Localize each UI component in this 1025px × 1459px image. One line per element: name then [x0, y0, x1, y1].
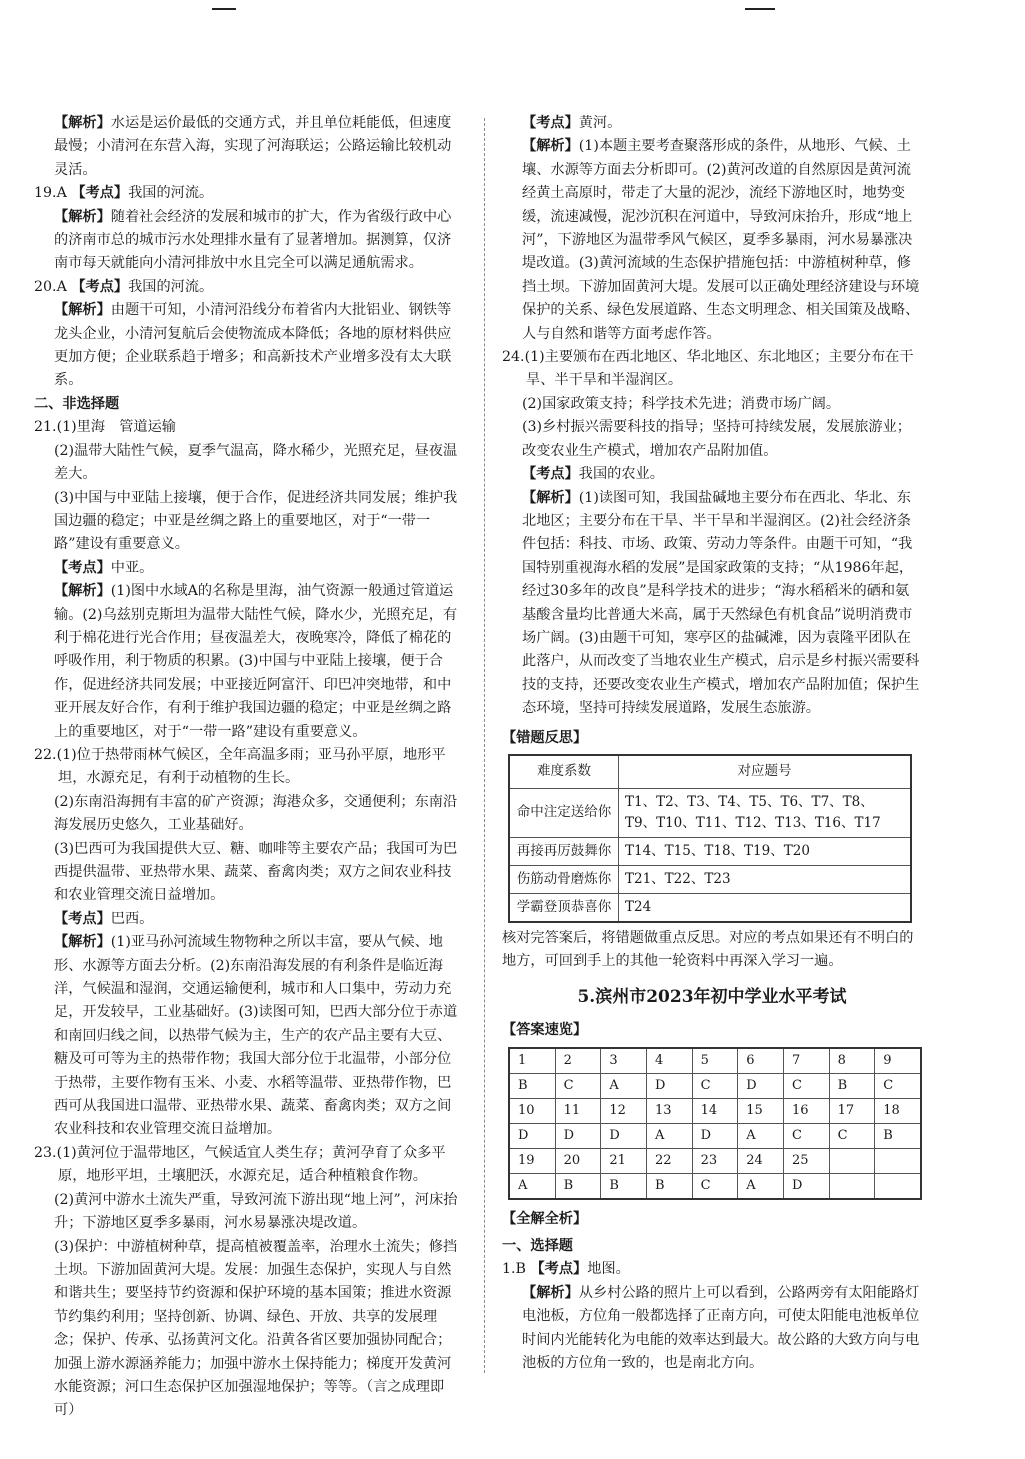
table-row — [509, 865, 911, 893]
column-divider — [484, 118, 485, 1373]
section-heading-nonchoice: 二、非选择题 — [34, 395, 120, 412]
answer-cell: 12 — [601, 1098, 647, 1123]
q23-part1: 23.(1)黄河位于温带地区，气候适宜人类生存；黄河孕育了众多平原，地形平坦，土壤肥沃，水源充足，适合种植粮食作物。 — [34, 1144, 446, 1185]
table-row — [509, 893, 911, 922]
table-row — [509, 1073, 921, 1098]
right-column — [502, 112, 922, 1375]
reflection-header-questions: 对应题号 — [619, 755, 912, 789]
answer-cell: 13 — [646, 1098, 692, 1123]
answer-cell: B — [601, 1173, 647, 1199]
q23-part3: (3)保护：中游植树种草，提高植被覆盖率，治理水土流失；修挡土坝。下游加固黄河大堤。发展：加强生态保护，实现人与自然和谐共生；要坚持节约资源和保护环境的基本国策；推进水资源节约集约利用；坚持创新、协调、绿色、开放、共享的发展理念；保护、传承、弘扬黄河文化。沿黄各省区要加强协同配合；加强上游水源涵养能力；加强中游水土保持能力；梯度开发黄河水能资源；河口生态保护区加强湿地保护；等等。（言之成理即可） — [54, 1238, 458, 1419]
table-row — [509, 1148, 921, 1173]
answer-cell: 8 — [829, 1048, 875, 1074]
table-row — [509, 788, 911, 837]
question-list: T1、T2、T3、T4、T5、T6、T7、T8、T9、T10、T11、T12、T13、T16、T17 — [619, 788, 912, 837]
answer-cell: C — [875, 1073, 921, 1098]
q19-analysis: 【解析】随着社会经济的发展和城市的扩大，作为省级行政中心的济南市总的城市污水处理排水量有了显著增加。据测算，仅济南市每天就能向小清河排放中水且完全可以满足通航需求。 — [54, 208, 452, 272]
answer-cell: B — [829, 1073, 875, 1098]
q22-part2: (2)东南沿海拥有丰富的矿产资源；海港众多，交通便利；东南沿海发展历史悠久，工业基础好。 — [54, 793, 458, 834]
answer-cell: 24 — [738, 1148, 784, 1173]
full-analysis-title: 【全解全析】 — [502, 1210, 588, 1227]
answer-cell: 11 — [555, 1098, 601, 1123]
q20-answer: 20.A 【考点】我国的河流。 — [34, 278, 214, 295]
q22-analysis: 【解析】(1)亚马孙河流域生物物种之所以丰富，要从气候、地形、水源等方面去分析。(2)东南沿海发展的有利条件是临近海洋，气候温和湿润，交通运输便利，城市和人口集中，劳动力充足，开发较早，工业基础好。(3)读图可知，巴西大部分位于赤道和南回归线之间，以热带气候为主，生产的农产品主要有大豆、糖及可可等为主的热带作物；我国大部分位于北温带，小部分位于热带，主要作物有玉米、小麦、水稻等温带、亚热带作物，巴西可从我国进口温带、亚热带水果、蔬菜、畜禽肉类；双方之间农业科技和农业管理交流日益增加。 — [54, 934, 458, 1138]
q23-analysis: 【解析】(1)本题主要考查聚落形成的条件，从地形、气候、土壤、水源等方面去分析即可。(2)黄河改道的自然原因是黄河流经黄土高原时，带走了大量的泥沙，流经下游地区时，地势变缓，流速减慢，泥沙沉积在河道中，导致河床抬升，形成“地上河”，下游地区为温带季风气候区，夏季多暴雨，河水易暴涨决堤改道。(3)黄河流域的生态保护措施包括：中游植树种草，修挡土坝。下游加固黄河大堤。发展可以正确处理经济建设与环境保护的关系、绿色发展道路、生态文明理念、相关国策及战略、人与自然和谐等方面考虑作答。 — [522, 138, 920, 342]
answer-cell: B — [509, 1073, 555, 1098]
answer-cell: 16 — [783, 1098, 829, 1123]
answer-cell: 18 — [875, 1098, 921, 1123]
answer-table — [508, 1047, 922, 1200]
q21-part1: 21.(1)里海 管道运输 — [34, 419, 176, 436]
answer-cell: 4 — [646, 1048, 692, 1074]
top-mark-left — [212, 8, 236, 10]
q21-kaodian: 【考点】中亚。 — [54, 559, 154, 576]
table-row — [509, 1173, 921, 1199]
difficulty-level: 再接再厉鼓舞你 — [509, 837, 619, 865]
q18-analysis: 【解析】水运是运价最低的交通方式，并且单位耗能低，但速度最慢；小清河在东营入海，实现了河海联运；公路运输比较机动灵活。 — [54, 115, 452, 178]
answer-cell — [829, 1148, 875, 1173]
answer-cell: D — [646, 1073, 692, 1098]
q24-part3: (3)乡村振兴需要科技的指导；坚持可持续发展，发展旅游业；改变农业生产模式，增加农产品附加值。 — [522, 419, 911, 459]
answer-cell: 10 — [509, 1098, 555, 1123]
answer-cell: C — [692, 1073, 738, 1098]
answer-cell: D — [692, 1123, 738, 1148]
q20-analysis: 【解析】由题干可知，小清河沿线分布着省内大批铝业、钢铁等龙头企业，小清河复航后会使物流成本降低；各地的原材料供应更加方便；企业联系趋于增多；和高新技术产业增多没有太大联系。 — [54, 302, 452, 389]
difficulty-level: 伤筋动骨磨炼你 — [509, 865, 619, 893]
answer-cell: A — [738, 1173, 784, 1199]
answer-cell: 21 — [601, 1148, 647, 1173]
top-mark-right — [745, 8, 775, 10]
answer-cell — [829, 1173, 875, 1199]
answer-cell: D — [783, 1173, 829, 1199]
answer-cell — [875, 1173, 921, 1199]
answer-cell: C — [783, 1123, 829, 1148]
left-column — [34, 112, 464, 1423]
reflection-header-row — [509, 755, 911, 789]
answer-cell — [875, 1148, 921, 1173]
question-list: T14、T15、T18、T19、T20 — [619, 837, 912, 865]
q22-part3: (3)巴西可为我国提供大豆、糖、咖啡等主要农产品；我国可为巴西提供温带、亚热带水果、蔬菜、畜禽肉类；双方之间农业科技和农业管理交流日益增加。 — [54, 840, 458, 904]
answer-cell: 9 — [875, 1048, 921, 1074]
answer-cell: D — [509, 1123, 555, 1148]
answer-cell: B — [555, 1173, 601, 1199]
answer-cell: D — [555, 1123, 601, 1148]
q19-answer: 19.A 【考点】我国的河流。 — [34, 185, 214, 202]
reflection-header-difficulty: 难度系数 — [509, 755, 619, 789]
answer-overview-title: 【答案速览】 — [502, 1022, 588, 1039]
q24-part2: (2)国家政策支持；科学技术先进；消费市场广阔。 — [522, 395, 841, 412]
q21-part2: (2)温带大陆性气候，夏季气温高，降水稀少，光照充足，昼夜温差大。 — [54, 442, 458, 483]
answer-cell: D — [738, 1073, 784, 1098]
answer-cell: 23 — [692, 1148, 738, 1173]
answer-cell: A — [646, 1123, 692, 1148]
q24-kaodian: 【考点】我国的农业。 — [522, 466, 664, 483]
q23-part2: (2)黄河中游水土流失严重，导致河流下游出现“地上河”，河床抬升；下游地区夏季多暴雨，河水易暴涨决堤改道。 — [54, 1191, 458, 1232]
reflection-title: 【错题反思】 — [502, 729, 588, 746]
difficulty-level: 命中注定送给你 — [509, 788, 619, 837]
answer-cell: B — [875, 1123, 921, 1148]
table-row — [509, 1098, 921, 1123]
answer-cell: 14 — [692, 1098, 738, 1123]
answer-cell: C — [783, 1073, 829, 1098]
table-row — [509, 837, 911, 865]
reflection-table — [508, 754, 912, 923]
answer-cell: A — [509, 1173, 555, 1199]
answer-cell: 15 — [738, 1098, 784, 1123]
answer-cell: C — [829, 1123, 875, 1148]
q23-kaodian: 【考点】黄河。 — [522, 115, 622, 131]
q21-part3: (3)中国与中亚陆上接壤，便于合作，促进经济共同发展；维护我国边疆的稳定；中亚是丝绸之路上的重要地区，对于“一带一路”建设有重要意义。 — [54, 489, 458, 553]
answer-cell: A — [601, 1073, 647, 1098]
answer-cell: 17 — [829, 1098, 875, 1123]
answer-cell: 7 — [783, 1048, 829, 1074]
answer-cell: A — [738, 1123, 784, 1148]
answer-cell: 6 — [738, 1048, 784, 1074]
question-list: T21、T22、T23 — [619, 865, 912, 893]
answer-cell: 20 — [555, 1148, 601, 1173]
q1-answer: 1.B 【考点】地图。 — [502, 1261, 630, 1278]
answer-cell: C — [692, 1173, 738, 1199]
chapter-title: 5.滨州市2023年初中学业水平考试 — [577, 986, 847, 1007]
answer-cell: 22 — [646, 1148, 692, 1173]
answer-cell: B — [646, 1173, 692, 1199]
table-row — [509, 1123, 921, 1148]
section-heading-choice: 一、选择题 — [502, 1238, 573, 1254]
answer-cell: 5 — [692, 1048, 738, 1074]
table-row — [509, 1048, 921, 1074]
answer-cell: 2 — [555, 1048, 601, 1074]
reflection-note: 核对完答案后，将错题做重点反思。对应的考点如果还有不明白的地方，可回到手上的其他一轮资料中再深入学习一遍。 — [502, 929, 914, 970]
difficulty-level: 学霸登顶恭喜你 — [509, 893, 619, 922]
q22-kaodian: 【考点】巴西。 — [54, 910, 154, 927]
answer-cell: 3 — [601, 1048, 647, 1074]
q22-part1: 22.(1)位于热带雨林气候区，全年高温多雨；亚马孙平原，地形平坦，水源充足，有利于动植物的生长。 — [34, 746, 446, 787]
answer-cell: D — [601, 1123, 647, 1148]
q24-part1: 24.(1)主要颁布在西北地区、华北地区、东北地区；主要分布在干旱、半干旱和半湿润区。 — [502, 349, 914, 389]
answer-cell: 25 — [783, 1148, 829, 1173]
answer-cell: C — [555, 1073, 601, 1098]
q24-analysis: 【解析】(1)读图可知，我国盐碱地主要分布在西北、华北、东北地区；主要分布在干旱、半干旱和半湿润区。(2)社会经济条件包括：科技、市场、政策、劳动力等条件。由题干可知，“我国特别重视海水稻的发展”是国家政策的支持；“从1986年起，经过30多年的改良”是科学技术的进步；“海水稻稻米的硒和氨基酸含量均比普通大米高，属于天然绿色有机食品”说明消费市场广阔。(3)由题干可知，寒亭区的盐碱滩，因为袁隆平团队在此落户，从而改变了当地农业生产模式，启示是乡村振兴需要科技的支持，还要改变农业生产模式，增加农产品附加值；保护生态环境，坚持可持续发展道路，发展生态旅游。 — [522, 489, 920, 717]
answer-cell: 1 — [509, 1048, 555, 1074]
q21-analysis: 【解析】(1)图中水域A的名称是里海，油气资源一般通过管道运输。(2)乌兹别克斯坦为温带大陆性气候，降水少，光照充足，有利于棉花进行光合作用；昼夜温差大，夜晚寒冷，降低了棉花的呼吸作用，利于物质的积累。(3)中国与中亚陆上接壤，便于合作，促进经济共同发展；中亚接近阿富汗、印巴冲突地带，和中亚开展友好合作，有利于维护我国边疆的稳定；中亚是丝绸之路上的重要地区，对于“一带一路”建设有重要意义。 — [54, 583, 458, 740]
q1-analysis: 【解析】从乡村公路的照片上可以看到，公路两旁有太阳能路灯电池板，方位角一般都选择了正南方向，可使太阳能电池板单位时间内光能转化为电能的效率达到最大。故公路的大致方向与电池板的方位角一致的，也是南北方向。 — [522, 1284, 920, 1372]
question-list: T24 — [619, 893, 912, 922]
answer-cell: 19 — [509, 1148, 555, 1173]
